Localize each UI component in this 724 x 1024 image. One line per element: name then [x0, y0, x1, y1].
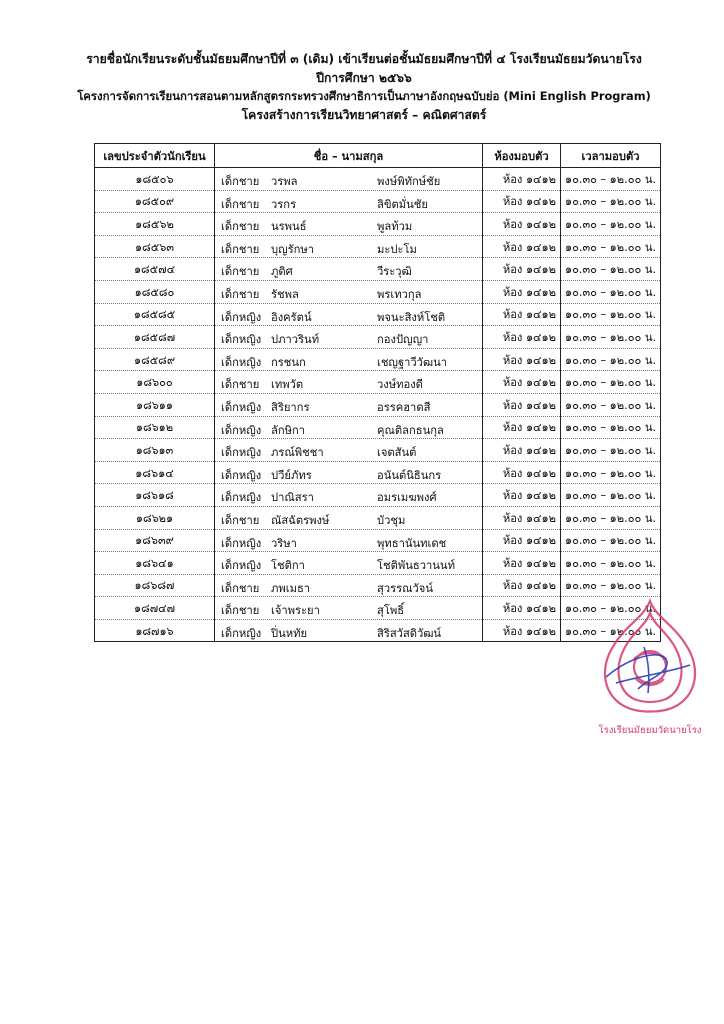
student-last-name: กองปัญญา	[377, 333, 429, 347]
report-room: ห้อง ๑๔๑๒	[483, 597, 561, 620]
student-last-name: พุทธานันทเดช	[377, 536, 447, 550]
table-row	[95, 552, 661, 575]
table-header-row	[95, 144, 661, 168]
student-title: เด็กหญิง	[221, 333, 262, 347]
student-first-name: อิงครัตน์	[271, 310, 312, 324]
student-id: ๑๘๕๗๔	[95, 258, 215, 281]
student-first-name: ปภาวรินท์	[271, 333, 320, 347]
student-first-name: สิริยากร	[271, 400, 310, 414]
student-title: เด็กหญิง	[221, 400, 262, 414]
student-last-name: พงษ์พิทักษ์ชัย	[377, 175, 441, 188]
student-title: เด็กชาย	[221, 175, 260, 188]
table-row	[95, 416, 661, 439]
column-header-name: ชื่อ – นามสกุล	[215, 144, 483, 168]
table-row	[95, 619, 661, 642]
student-first-name: วริษา	[271, 536, 297, 550]
student-first-name: ปวีย์ภัทร	[271, 468, 312, 482]
student-last-name: พจนะสิงห์โชติ	[377, 310, 446, 324]
student-id: ๑๘๖๐๐	[95, 371, 215, 394]
student-first-name: ภูดิศ	[271, 265, 293, 279]
student-name	[215, 213, 483, 236]
table-row	[95, 348, 661, 371]
student-title: เด็กหญิง	[221, 446, 262, 460]
student-last-name: อรรคฮาดสี	[377, 400, 431, 414]
student-id: ๑๘๗๔๗	[95, 597, 215, 620]
student-first-name: โชติกา	[271, 559, 305, 573]
student-id: ๑๘๕๐๙	[95, 190, 215, 213]
student-last-name: อนันต์นิธินกร	[377, 468, 442, 482]
report-room: ห้อง ๑๔๑๒	[483, 280, 561, 303]
student-last-name: พรเทวกุล	[377, 287, 422, 301]
student-name	[215, 461, 483, 484]
report-room: ห้อง ๑๔๑๒	[483, 371, 561, 394]
report-time: ๑๐.๓๐ – ๑๒.๐๐ น.	[561, 619, 661, 642]
student-name	[215, 574, 483, 597]
table-row	[95, 235, 661, 258]
report-room: ห้อง ๑๔๑๒	[483, 190, 561, 213]
report-time: ๑๐.๓๐ – ๑๒.๐๐ น.	[561, 484, 661, 507]
student-id: ๑๘๕๘๐	[95, 280, 215, 303]
table-row	[95, 303, 661, 326]
report-time: ๑๐.๓๐ – ๑๒.๐๐ น.	[561, 326, 661, 349]
table-body	[95, 168, 661, 642]
student-last-name: สิริสวัสดิวัฒน์	[377, 626, 442, 640]
student-first-name: บุญรักษา	[271, 242, 315, 256]
table-row	[95, 326, 661, 349]
student-id: ๑๘๖๑๒	[95, 416, 215, 439]
student-first-name: ณัสฉัตรพงษ์	[271, 513, 330, 527]
report-room: ห้อง ๑๔๑๒	[483, 416, 561, 439]
student-first-name: ภพเมธา	[271, 581, 311, 595]
report-room: ห้อง ๑๔๑๒	[483, 213, 561, 236]
student-name	[215, 168, 483, 191]
student-last-name: วงษ์ทองดี	[377, 378, 423, 392]
student-first-name: ภรณ์พิชชา	[271, 446, 324, 460]
student-title: เด็กชาย	[221, 197, 260, 211]
student-id: ๑๘๕๘๗	[95, 326, 215, 349]
student-name	[215, 506, 483, 529]
student-first-name: ปาณิสรา	[271, 491, 314, 505]
table-row	[95, 280, 661, 303]
student-title: เด็กชาย	[221, 604, 260, 618]
student-name	[215, 597, 483, 620]
student-id: ๑๘๖๑๔	[95, 461, 215, 484]
student-name	[215, 439, 483, 462]
report-room: ห้อง ๑๔๑๒	[483, 303, 561, 326]
student-title: เด็กชาย	[221, 220, 260, 234]
report-room: ห้อง ๑๔๑๒	[483, 439, 561, 462]
title-line-2: ปีการศึกษา ๒๕๖๖	[316, 70, 412, 85]
report-room: ห้อง ๑๔๑๒	[483, 552, 561, 575]
table-row	[95, 371, 661, 394]
report-time: ๑๐.๓๐ – ๑๒.๐๐ น.	[561, 552, 661, 575]
report-time: ๑๐.๓๐ – ๑๒.๐๐ น.	[561, 439, 661, 462]
student-last-name: วีระวุฒิ	[377, 265, 412, 279]
student-first-name: ลักษิกา	[271, 423, 306, 437]
student-last-name: อมรเมฆพงศ์	[377, 491, 437, 505]
report-room: ห้อง ๑๔๑๒	[483, 235, 561, 258]
student-name	[215, 393, 483, 416]
document-header	[60, 50, 668, 124]
report-time: ๑๐.๓๐ – ๑๒.๐๐ น.	[561, 258, 661, 281]
report-room: ห้อง ๑๔๑๒	[483, 484, 561, 507]
school-seal	[586, 595, 714, 740]
student-last-name: ลิขิตมั่นชัย	[377, 197, 428, 211]
student-last-name: มะปะโม	[377, 242, 417, 256]
student-title: เด็กหญิง	[221, 423, 262, 437]
report-time: ๑๐.๓๐ – ๑๒.๐๐ น.	[561, 529, 661, 552]
table-row	[95, 574, 661, 597]
student-name	[215, 348, 483, 371]
table-row	[95, 258, 661, 281]
student-name	[215, 280, 483, 303]
table-row	[95, 484, 661, 507]
report-time: ๑๐.๓๐ – ๑๒.๐๐ น.	[561, 213, 661, 236]
student-id: ๑๘๖๔๑	[95, 552, 215, 575]
column-header-time: เวลามอบตัว	[561, 144, 661, 168]
student-last-name: สุวรรณวัจน์	[377, 581, 433, 595]
report-time: ๑๐.๓๐ – ๑๒.๐๐ น.	[561, 280, 661, 303]
table-row	[95, 168, 661, 191]
student-id: ๑๘๖๑๓	[95, 439, 215, 462]
student-first-name: รัชพล	[271, 287, 299, 301]
student-name	[215, 326, 483, 349]
report-room: ห้อง ๑๔๑๒	[483, 529, 561, 552]
table-row	[95, 506, 661, 529]
table-row	[95, 529, 661, 552]
student-first-name: วรกร	[271, 197, 297, 211]
report-time: ๑๐.๓๐ – ๑๒.๐๐ น.	[561, 461, 661, 484]
student-name	[215, 484, 483, 507]
student-id: ๑๘๖๘๗	[95, 574, 215, 597]
student-title: เด็กหญิง	[221, 355, 262, 369]
student-title: เด็กชาย	[221, 287, 260, 301]
student-name	[215, 235, 483, 258]
student-id: ๑๘๖๑๘	[95, 484, 215, 507]
student-name	[215, 190, 483, 213]
student-name	[215, 258, 483, 281]
student-first-name: วรพล	[271, 175, 298, 188]
report-time: ๑๐.๓๐ – ๑๒.๐๐ น.	[561, 303, 661, 326]
report-room: ห้อง ๑๔๑๒	[483, 461, 561, 484]
report-room: ห้อง ๑๔๑๒	[483, 506, 561, 529]
student-title: เด็กหญิง	[221, 491, 262, 505]
report-room: ห้อง ๑๔๑๒	[483, 574, 561, 597]
report-room: ห้อง ๑๔๑๒	[483, 326, 561, 349]
student-title: เด็กชาย	[221, 378, 260, 392]
student-id: ๑๘๖๑๑	[95, 393, 215, 416]
column-header-room: ห้องมอบตัว	[483, 144, 561, 168]
table-row	[95, 393, 661, 416]
student-title: เด็กหญิง	[221, 468, 262, 482]
student-name	[215, 371, 483, 394]
student-id: ๑๘๕๘๙	[95, 348, 215, 371]
student-first-name: นรพนธ์	[271, 220, 307, 234]
student-id: ๑๘๕๐๖	[95, 168, 215, 191]
student-title: เด็กชาย	[221, 513, 260, 527]
title-line-1: รายชื่อนักเรียนระดับชั้นมัธยมศึกษาปีที่ ๓ (เดิม) เข้าเรียนต่อชั้นมัธยมศึกษาปีที่ ๔ โรงเรียนมัธยมวัดนายโรง	[86, 52, 642, 66]
student-title: เด็กชาย	[221, 581, 260, 595]
table-row	[95, 461, 661, 484]
student-name	[215, 619, 483, 642]
report-time: ๑๐.๓๐ – ๑๒.๐๐ น.	[561, 235, 661, 258]
table-row	[95, 213, 661, 236]
student-name	[215, 416, 483, 439]
student-last-name: บัวชุม	[377, 513, 406, 527]
seal-text: โรงเรียนมัธยมวัดนายโรง	[598, 725, 702, 736]
report-time: ๑๐.๓๐ – ๑๒.๐๐ น.	[561, 348, 661, 371]
student-last-name: สุโพธิ์	[377, 604, 405, 618]
student-title: เด็กหญิง	[221, 559, 262, 573]
report-room: ห้อง ๑๔๑๒	[483, 619, 561, 642]
student-first-name: เจ้าพระยา	[271, 604, 320, 618]
student-title: เด็กหญิง	[221, 310, 262, 324]
table-row	[95, 190, 661, 213]
student-table	[94, 143, 661, 642]
student-title: เด็กชาย	[221, 265, 260, 279]
student-first-name: ปิ่นหทัย	[271, 626, 308, 640]
report-time: ๑๐.๓๐ – ๑๒.๐๐ น.	[561, 190, 661, 213]
student-id: ๑๘๕๘๕	[95, 303, 215, 326]
report-time: ๑๐.๓๐ – ๑๒.๐๐ น.	[561, 597, 661, 620]
student-id: ๑๘๖๒๑	[95, 506, 215, 529]
report-time: ๑๐.๓๐ – ๑๒.๐๐ น.	[561, 393, 661, 416]
student-first-name: เทพวัต	[271, 378, 304, 392]
report-time: ๑๐.๓๐ – ๑๒.๐๐ น.	[561, 416, 661, 439]
student-last-name: เชญฐาวีวัฒนา	[377, 355, 448, 369]
student-name	[215, 552, 483, 575]
title-line-4: โครงสร้างการเรียนวิทยาศาสตร์ – คณิตศาสตร์	[241, 107, 487, 122]
table-row	[95, 439, 661, 462]
student-last-name: โชติพันธวานนท์	[377, 559, 455, 573]
report-room: ห้อง ๑๔๑๒	[483, 393, 561, 416]
student-id: ๑๘๖๓๙	[95, 529, 215, 552]
student-last-name: เจตสันต์	[377, 446, 417, 460]
title-line-3: โครงการจัดการเรียนการสอนตามหลักสูตรกระทรวงศึกษาธิการเป็นภาษาอังกฤษฉบับย่อ (Mini English Program)	[77, 89, 651, 103]
student-first-name: กรชนก	[271, 355, 306, 369]
student-title: เด็กชาย	[221, 242, 260, 256]
report-time: ๑๐.๓๐ – ๑๒.๐๐ น.	[561, 574, 661, 597]
student-id: ๑๘๕๖๒	[95, 213, 215, 236]
student-name	[215, 303, 483, 326]
student-last-name: คุณติลกธนกุล	[377, 423, 444, 437]
student-name	[215, 529, 483, 552]
student-title: เด็กหญิง	[221, 536, 262, 550]
report-room: ห้อง ๑๔๑๒	[483, 168, 561, 191]
student-title: เด็กหญิง	[221, 626, 262, 640]
student-id: ๑๘๗๑๖	[95, 619, 215, 642]
report-time: ๑๐.๓๐ – ๑๒.๐๐ น.	[561, 371, 661, 394]
column-header-id: เลขประจำตัวนักเรียน	[95, 144, 215, 168]
student-last-name: พูลท้วม	[377, 220, 413, 234]
report-time: ๑๐.๓๐ – ๑๒.๐๐ น.	[561, 506, 661, 529]
student-id: ๑๘๕๖๓	[95, 235, 215, 258]
report-room: ห้อง ๑๔๑๒	[483, 258, 561, 281]
report-room: ห้อง ๑๔๑๒	[483, 348, 561, 371]
report-time: ๑๐.๓๐ – ๑๒.๐๐ น.	[561, 168, 661, 191]
table-row	[95, 597, 661, 620]
